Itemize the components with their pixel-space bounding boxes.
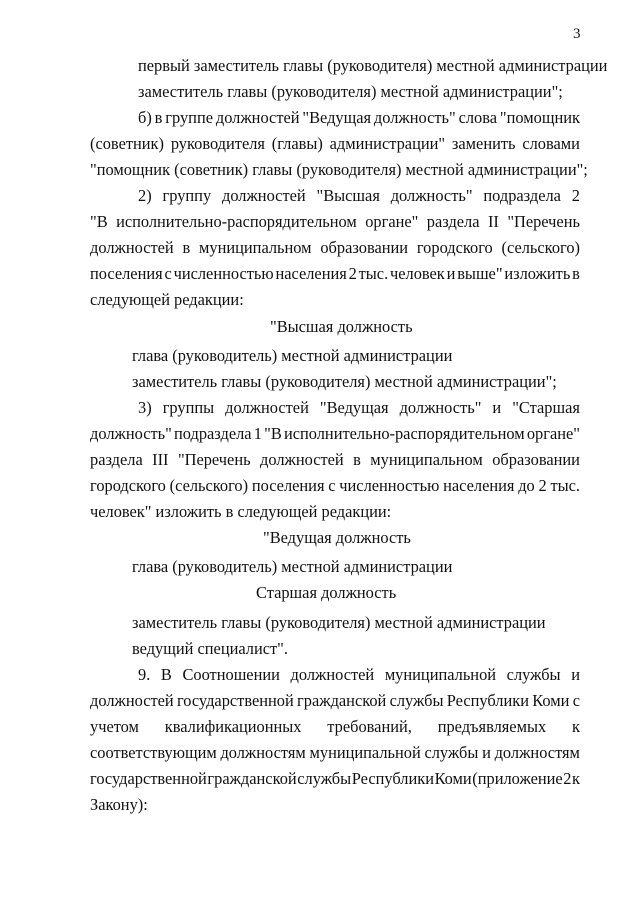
word: "В xyxy=(264,424,282,443)
word: органе" xyxy=(365,212,419,231)
word: "помощник xyxy=(499,108,580,127)
text-line-27 xyxy=(90,743,580,763)
word: в xyxy=(572,264,580,283)
word: тыс. xyxy=(550,476,580,495)
word: 9. xyxy=(138,665,151,684)
text-line-1: первый заместитель главы (руководителя) местной администрации xyxy=(138,56,608,75)
text-line-2: заместитель главы (руководителя) местной администрации"; xyxy=(138,82,563,101)
word: предъявляемых xyxy=(437,717,547,736)
word: городского xyxy=(90,476,166,495)
word: численностью xyxy=(339,476,440,495)
word: раздела xyxy=(426,212,480,231)
section-heading-vysshaya: "Высшая должность xyxy=(270,317,413,336)
word: "В xyxy=(90,212,108,231)
word: муниципальной xyxy=(309,743,421,762)
word: II xyxy=(487,212,499,231)
word: и xyxy=(482,743,491,762)
word: и xyxy=(492,398,502,417)
word: Республики xyxy=(446,691,529,710)
word: (сельского) xyxy=(169,476,249,495)
word: Республики xyxy=(351,769,434,788)
word: и xyxy=(571,665,580,684)
text-line-8 xyxy=(90,238,580,258)
text-line-13: заместитель главы (руководителя) местной администрации"; xyxy=(132,372,557,391)
word: поселения xyxy=(251,476,325,495)
text-line-15 xyxy=(90,424,580,444)
word: службы xyxy=(424,743,479,762)
word: должность" xyxy=(399,398,482,417)
word: заменить xyxy=(451,134,516,153)
word: (приложение xyxy=(472,769,563,788)
word: Коми xyxy=(532,691,570,710)
word: слова xyxy=(458,108,498,127)
text-line-17 xyxy=(90,476,580,496)
text-line-6 xyxy=(138,186,580,206)
word: словами xyxy=(522,134,580,153)
word: б) xyxy=(138,108,152,127)
word: 1 xyxy=(253,424,262,443)
word: гражданской xyxy=(297,691,387,710)
word: должность" xyxy=(90,424,172,443)
word: к xyxy=(572,769,580,788)
word: до xyxy=(518,476,535,495)
word: 2 xyxy=(348,264,357,283)
word: муниципальной xyxy=(384,665,497,684)
word: "Ведущая xyxy=(302,108,372,127)
text-line-14 xyxy=(138,398,580,418)
text-line-9 xyxy=(90,264,580,284)
word: должностям xyxy=(220,743,306,762)
section-heading-vedushchaya: "Ведущая должность xyxy=(263,528,411,547)
word: численностью xyxy=(173,264,274,283)
text-line-20: глава (руководитель) местной администрации xyxy=(132,557,453,576)
word: Соотношении xyxy=(182,665,280,684)
text-line-5: "помощник (советник) главы (руководителя) местной администрации"; xyxy=(90,160,588,179)
word: руководителя xyxy=(170,134,265,153)
word: квалификационных xyxy=(164,717,302,736)
text-line-3 xyxy=(138,108,580,128)
word: населения xyxy=(275,264,347,283)
word: В xyxy=(160,665,172,684)
word: "Высшая xyxy=(316,186,380,205)
word: "Перечень xyxy=(507,212,580,231)
word: должностей xyxy=(221,186,306,205)
word: органе" xyxy=(526,424,580,443)
word: выше" xyxy=(457,264,503,283)
text-line-25 xyxy=(90,691,580,711)
text-line-4 xyxy=(90,134,580,154)
word: с xyxy=(164,264,172,283)
word: должность" xyxy=(390,186,473,205)
word: Коми xyxy=(434,769,472,788)
word: с xyxy=(328,476,336,495)
word: гражданской xyxy=(207,769,297,788)
word: должностям xyxy=(494,743,580,762)
word: учетом xyxy=(90,717,139,736)
word: группу xyxy=(162,186,212,205)
word: 2) xyxy=(138,186,152,205)
word: образовании xyxy=(492,450,580,469)
word: службы xyxy=(506,665,561,684)
word: соответствующим xyxy=(90,743,217,762)
word: и xyxy=(446,264,456,283)
word: должностей xyxy=(215,108,300,127)
text-line-26 xyxy=(90,717,580,737)
word: образовании xyxy=(320,238,409,257)
word: должностей xyxy=(90,691,174,710)
text-line-29: Закону): xyxy=(90,795,148,814)
word: 2 xyxy=(538,476,547,495)
word: к xyxy=(571,717,580,736)
word: муниципальном xyxy=(199,238,312,257)
text-line-22: заместитель главы (руководителя) местной администрации xyxy=(132,613,546,632)
text-line-28 xyxy=(90,769,580,789)
word: должностей xyxy=(90,238,174,257)
word: группы xyxy=(162,398,215,417)
word: администрации" xyxy=(329,134,446,153)
word: в xyxy=(154,108,163,127)
word: службы xyxy=(389,691,444,710)
word: должностей xyxy=(225,398,309,417)
word: в xyxy=(353,450,361,469)
word: службы xyxy=(297,769,352,788)
word: должность" xyxy=(373,108,456,127)
word: муниципальном xyxy=(370,450,483,469)
word: тыс. xyxy=(358,264,389,283)
word: изложить xyxy=(504,264,571,283)
word: в xyxy=(182,238,191,257)
word: (главы) xyxy=(271,134,323,153)
word: III xyxy=(152,450,169,469)
word: должностей xyxy=(260,450,344,469)
word: 3) xyxy=(138,398,152,417)
word: 2 xyxy=(563,769,572,788)
word: требований, xyxy=(327,717,412,736)
text-line-18: человек" изложить в следующей редакции: xyxy=(90,502,392,521)
word: "Ведущая xyxy=(319,398,389,417)
word: государственной xyxy=(90,769,207,788)
word: "Старшая xyxy=(512,398,580,417)
word: с xyxy=(572,691,580,710)
word: 2 xyxy=(571,186,580,205)
word: государственной xyxy=(176,691,294,710)
text-line-12: глава (руководитель) местной администрации xyxy=(132,346,453,365)
word: населения xyxy=(443,476,515,495)
word: группе xyxy=(165,108,213,127)
text-line-7 xyxy=(90,212,580,232)
word: поселения xyxy=(90,264,163,283)
word: должностей xyxy=(290,665,375,684)
word: (советник) xyxy=(90,134,164,153)
word: городского xyxy=(416,238,493,257)
word: исполнительно-распорядительном xyxy=(116,212,357,231)
word: подраздела xyxy=(174,424,252,443)
section-heading-starshaya: Старшая должность xyxy=(256,583,397,602)
text-line-10: следующей редакции: xyxy=(90,290,244,309)
word: (сельского) xyxy=(501,238,580,257)
page-number: 3 xyxy=(573,26,581,42)
word: раздела xyxy=(90,450,143,469)
text-line-23: ведущий специалист". xyxy=(132,639,288,658)
text-line-24 xyxy=(138,665,580,685)
word: "Перечень xyxy=(177,450,251,469)
word: исполнительно-распорядительном xyxy=(283,424,525,443)
word: человек xyxy=(390,264,445,283)
text-line-16 xyxy=(90,450,580,470)
word: подраздела xyxy=(483,186,561,205)
